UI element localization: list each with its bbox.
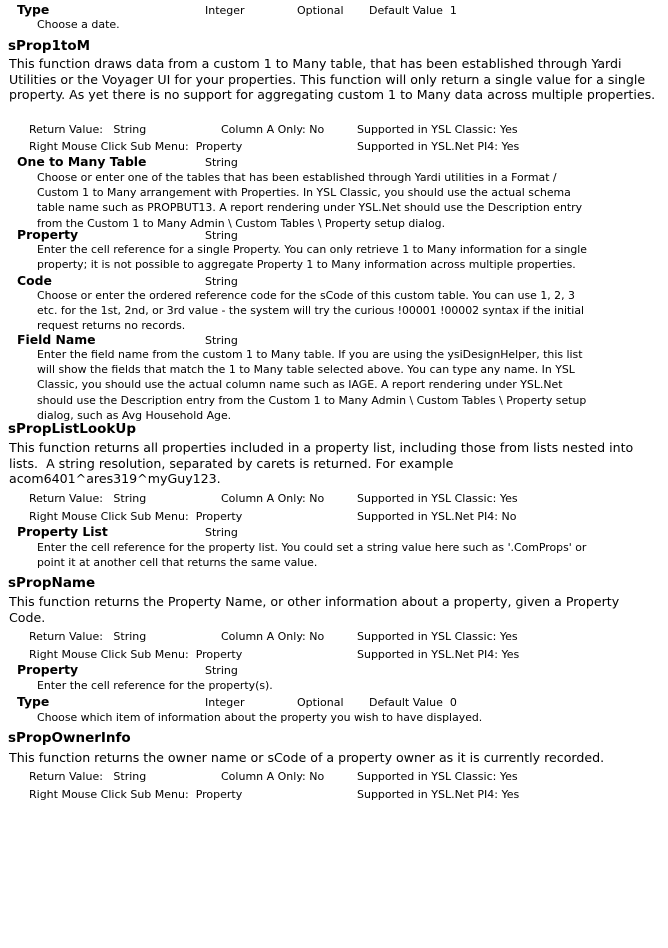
- return-value: Return Value: String: [29, 770, 147, 783]
- column-a-only: Column A Only: No: [221, 492, 325, 505]
- return-value: Return Value: String: [29, 123, 147, 136]
- supported-ysl-classic: Supported in YSL Classic: Yes: [357, 492, 518, 505]
- param-optional: Optional: [297, 696, 344, 709]
- param-name: Field Name: [17, 332, 96, 347]
- supported-ysl-net: Supported in YSL.Net PI4: Yes: [357, 140, 520, 153]
- return-value: Return Value: String: [29, 492, 147, 505]
- param-description: Choose or enter the ordered reference code for the sCode of this custom table. You can use 1, 2, 3 etc. for the 1st, 2nd, or 3rd value - the system will try the curious !00001 !00002 syntax if the initial request returns no records.: [37, 289, 585, 333]
- supported-ysl-classic: Supported in YSL Classic: Yes: [357, 123, 518, 136]
- supported-ysl-classic: Supported in YSL Classic: Yes: [357, 770, 518, 783]
- function-title: sPropListLookUp: [8, 421, 136, 437]
- right-mouse-submenu: Right Mouse Click Sub Menu: Property: [29, 788, 243, 801]
- function-description: This function returns the owner name or sCode of a property owner as it is currently recorded.: [9, 750, 605, 765]
- param-description: Enter the cell reference for the property(s).: [37, 679, 273, 692]
- param-default: Default Value 1: [369, 4, 457, 17]
- param-name: Property: [17, 662, 79, 677]
- param-type: String: [205, 275, 238, 288]
- param-description: Choose which item of information about the property you wish to have displayed.: [37, 711, 483, 724]
- function-description: This function returns the Property Name, or other information about a property, given a Property Code.: [9, 594, 620, 625]
- param-name: Code: [17, 273, 52, 288]
- param-type: String: [205, 664, 238, 677]
- right-mouse-submenu: Right Mouse Click Sub Menu: Property: [29, 510, 243, 523]
- supported-ysl-net: Supported in YSL.Net PI4: Yes: [357, 788, 520, 801]
- param-name: Property: [17, 227, 79, 242]
- function-title: sProp1toM: [8, 38, 91, 54]
- param-type: String: [205, 526, 238, 539]
- param-type: String: [205, 156, 238, 169]
- param-default: Default Value 0: [369, 696, 457, 709]
- param-name: Type: [17, 694, 50, 709]
- return-value: Return Value: String: [29, 630, 147, 643]
- function-description: This function draws data from a custom 1 to Many table, that has been established through Yardi Utilities or the Voyager UI for your properties. This function will only return a single value for a single property. As yet there is no support for aggregating custom 1 to Many data across multiple properties.: [9, 56, 656, 103]
- param-description: Choose a date.: [37, 18, 120, 31]
- param-type: String: [205, 229, 238, 242]
- param-type: String: [205, 334, 238, 347]
- function-title: sPropName: [8, 575, 96, 591]
- column-a-only: Column A Only: No: [221, 123, 325, 136]
- param-name: Type: [17, 2, 50, 17]
- param-optional: Optional: [297, 4, 344, 17]
- supported-ysl-classic: Supported in YSL Classic: Yes: [357, 630, 518, 643]
- param-name: Property List: [17, 524, 108, 539]
- param-name: One to Many Table: [17, 154, 147, 169]
- column-a-only: Column A Only: No: [221, 770, 325, 783]
- right-mouse-submenu: Right Mouse Click Sub Menu: Property: [29, 648, 243, 661]
- param-type: Integer: [205, 4, 245, 17]
- param-description: Enter the field name from the custom 1 to Many table. If you are using the ysiDesignHelper, this list will show the fields that match the 1 to Many table selected above. You can type any name. In YSL Classic, you should use the actual column name such as IAGE. A report rendering under YSL.Net should use the Description entry from the Custom 1 to Many Admin \ Custom Tables \ Property setup dialog, such as Avg Household Age.: [37, 348, 587, 422]
- param-type: Integer: [205, 696, 245, 709]
- function-title: sPropOwnerInfo: [8, 730, 131, 746]
- function-description: This function returns all properties included in a property list, including those from lists nested into lists. A string resolution, separated by carets is returned. For example acom6401^ares319^myGuy123.: [9, 440, 638, 487]
- supported-ysl-net: Supported in YSL.Net PI4: No: [357, 510, 517, 523]
- column-a-only: Column A Only: No: [221, 630, 325, 643]
- supported-ysl-net: Supported in YSL.Net PI4: Yes: [357, 648, 520, 661]
- param-description: Choose or enter one of the tables that has been established through Yardi utilities in a Format / Custom 1 to Many arrangement with Properties. In YSL Classic, you should use the actual schema table name such as PROPBUT13. A report rendering under YSL.Net should use the Description entry from the Custom 1 to Many Admin \ Custom Tables \ Property setup dialog.: [37, 171, 583, 230]
- right-mouse-submenu: Right Mouse Click Sub Menu: Property: [29, 140, 243, 153]
- param-description: Enter the cell reference for the property list. You could set a string value here such as '.ComProps' or point it at another cell that returns the same value.: [37, 541, 587, 570]
- param-description: Enter the cell reference for a single Property. You can only retrieve 1 to Many information for a single property; it is not possible to aggregate Property 1 to Many information across multiple properties.: [37, 243, 587, 272]
